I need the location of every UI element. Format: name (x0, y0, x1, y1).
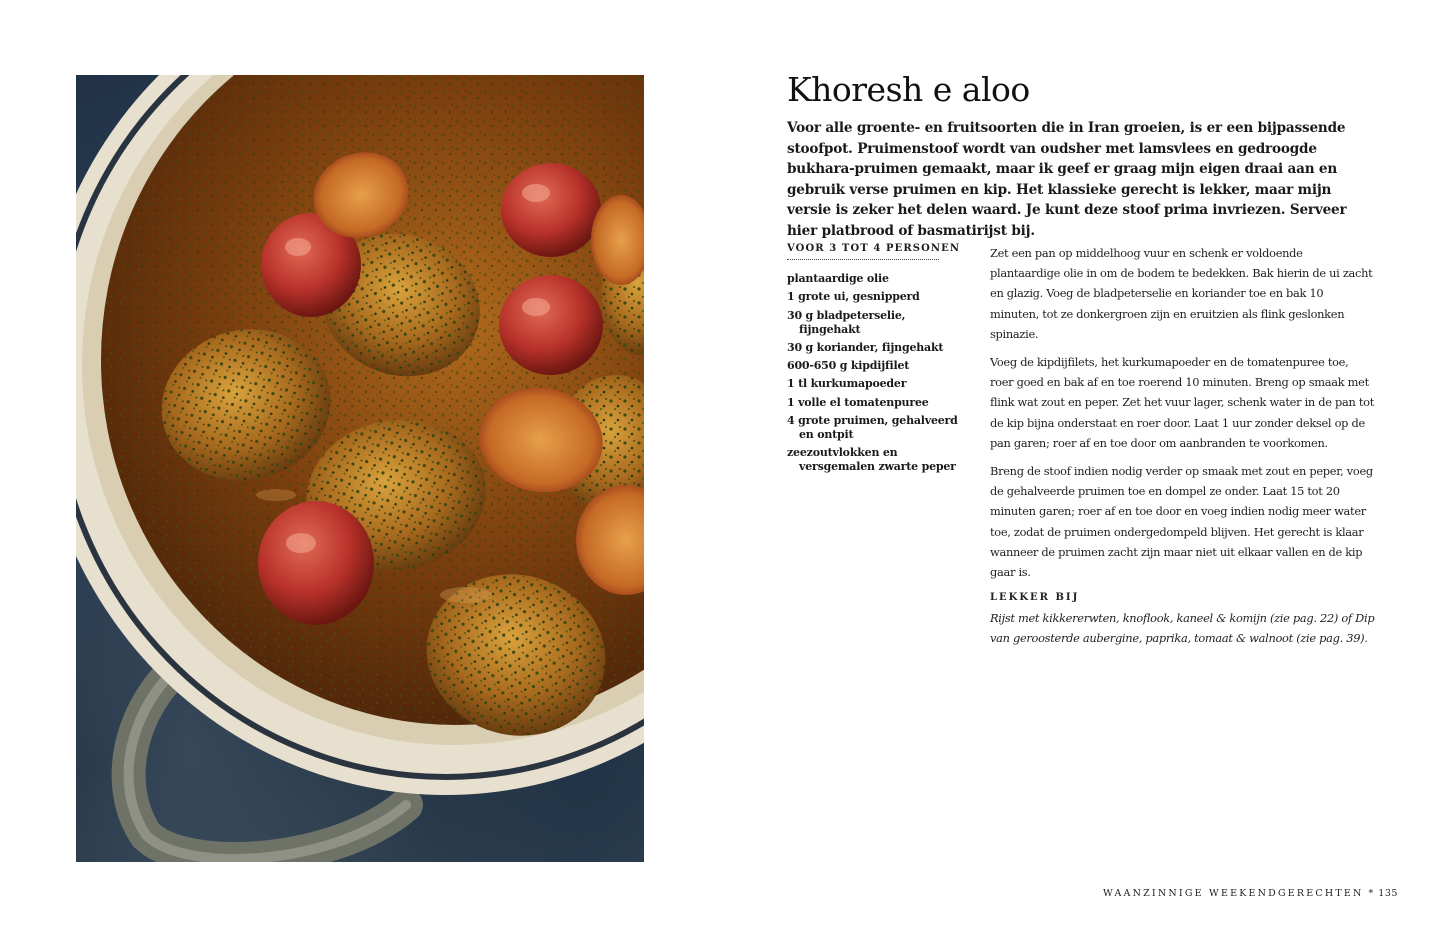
dish-illustration (76, 75, 644, 862)
servings-heading: VOOR 3 TOT 4 PERSONEN (787, 243, 939, 260)
method-section (990, 243, 1375, 649)
ingredient-item: 1 grote ui, gesnipperd (787, 290, 920, 304)
serve-with-text: Rijst met kikkererwten, knoflook, kaneel & komijn (zie pag. 22) of Dip van geroosterde aubergine, paprika, tomaat & walnoot (zie pag. 39). (990, 611, 1375, 646)
ingredient-item: plantaardige olie (787, 272, 889, 285)
section-name: WAANZINNIGE WEEKENDGERECHTEN (1103, 888, 1364, 899)
ingredient-item: 30 g bladpeterselie, fijngehakt (787, 308, 906, 336)
serve-with-heading: LEKKER BIJ (990, 592, 1080, 604)
method-step: Zet een pan op middelhoog vuur en schenk er voldoende plantaardige olie in om de bodem te bedekken. Bak hierin de ui zacht en glazig. Voeg de bladpeterselie en koriander toe en bak 10 minuten, tot ze donkergroen zijn en eruitzien als flink geslonken spinazie. (990, 246, 1373, 341)
page-footer (1103, 888, 1398, 899)
ingredient-item: 1 volle el tomatenpuree (787, 395, 929, 409)
ingredient-item: 30 g koriander, fijngehakt (787, 340, 944, 354)
method-step: Voeg de kipdijfilets, het kurkumapoeder en de tomatenpuree toe, roer goed en bak af en toe roerend 10 minuten. Breng op smaak met flink wat zout en peper. Zet het vuur lager, schenk water in de pan tot de kip bijna onderstaat en roer door. Laat 1 uur zonder deksel op de pan garen; roer af en toe door om aanbranden te voorkomen. (990, 355, 1374, 450)
dish-photo (76, 75, 644, 862)
ingredient-list (787, 272, 967, 479)
method-step: Breng de stoof indien nodig verder op smaak met zout en peper, voeg de gehalveerde pruimen toe en dompel ze onder. Laat 15 tot 20 minuten garen; roer af en toe door en voeg indien nodig meer water toe, zodat de pruimen ondergedompeld blijven. Het gerecht is klaar wanneer de pruimen zacht zijn maar niet uit elkaar vallen en de kip gaar is. (990, 464, 1373, 580)
ingredient-item: 600-650 g kipdijfilet (787, 359, 910, 373)
ingredient-item: zeezoutvlokken en versgemalen zwarte peper (787, 446, 956, 474)
ingredient-item: 4 grote pruimen, gehalveerd en ontpit (787, 414, 958, 442)
recipe-title: Khoresh e aloo (787, 70, 1030, 109)
ingredient-item: 1 tl kurkumapoeder (787, 377, 907, 391)
footer-separator: * (1368, 888, 1374, 899)
recipe-intro: Voor alle groente- en fruitsoorten die in Iran groeien, is er een bijpassende stoofpot. Pruimenstoof wordt van oudsher met lamsvlees en gedroogde bukhara-pruimen gemaakt, maar ik geef er graag mijn eigen draai aan en gebruik verse pruimen en kip. Het klassieke gerecht is lekker, maar mijn versie is zeker het delen waard. Je kunt deze stoof prima invriezen. Serveer hier platbrood of basmatirijst bij. (787, 120, 1347, 239)
page-number: 135 (1378, 888, 1398, 899)
